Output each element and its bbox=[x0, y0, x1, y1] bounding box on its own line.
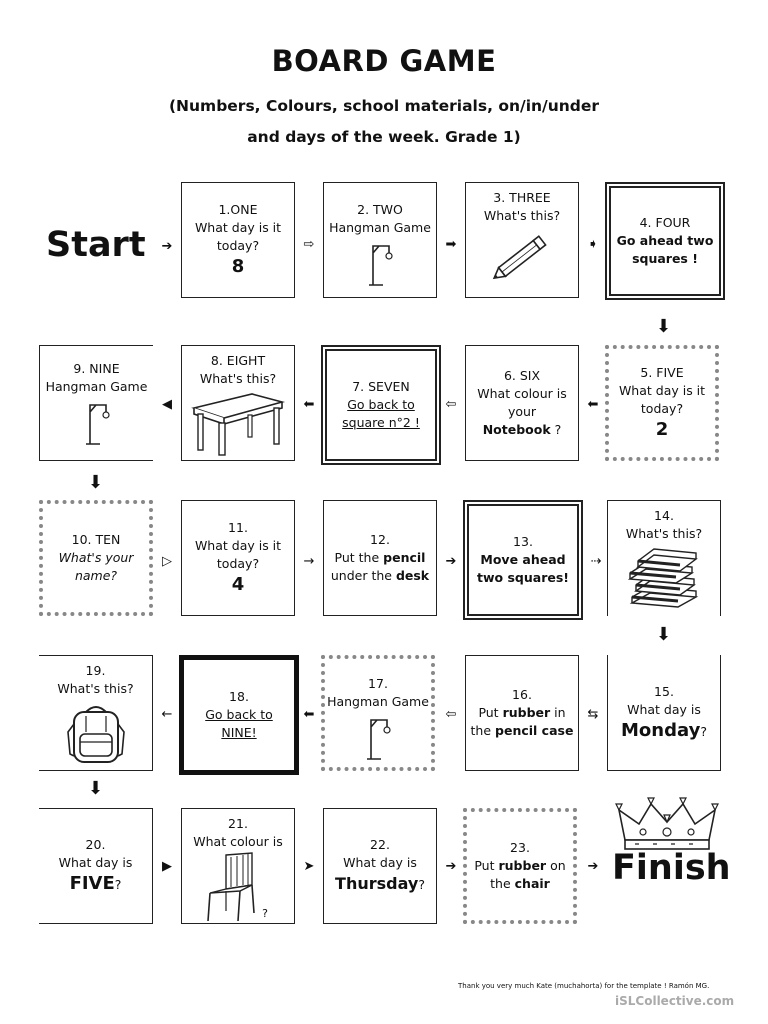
arrow-right-icon: ➡ bbox=[445, 237, 457, 252]
square-4[interactable] bbox=[605, 182, 725, 300]
arrow-left-icon: ← bbox=[161, 707, 173, 722]
arrow-right-icon: ▷ bbox=[162, 554, 172, 569]
square-text bbox=[471, 722, 574, 740]
square-18[interactable] bbox=[179, 655, 299, 775]
square-text bbox=[335, 549, 426, 567]
arrow-right-icon: ➔ bbox=[445, 554, 457, 569]
arrow-right-icon: → bbox=[303, 554, 315, 569]
square-answer: Thursday bbox=[335, 874, 419, 893]
square-17[interactable] bbox=[321, 655, 435, 771]
backpack-icon bbox=[66, 702, 126, 766]
chair-icon bbox=[204, 851, 268, 923]
square-title: 17. bbox=[368, 676, 388, 691]
square-answer: Monday bbox=[621, 719, 701, 741]
arrow-left-icon: ⇆ bbox=[587, 707, 599, 722]
square-text: your bbox=[507, 404, 537, 419]
square-text-pre: Put bbox=[478, 705, 503, 720]
square-title: 14. bbox=[654, 508, 674, 523]
arrow-left-icon: ⬅ bbox=[303, 707, 315, 722]
finish-label: Finish bbox=[612, 848, 731, 888]
square-title: 12. bbox=[370, 532, 390, 547]
arrow-left-icon: ⬅ bbox=[303, 397, 315, 412]
square-title: 4. FOUR bbox=[639, 215, 691, 230]
square-title: 19. bbox=[85, 663, 106, 678]
square-8[interactable] bbox=[181, 345, 295, 461]
square-text: What colour is bbox=[193, 834, 283, 849]
square-title: 5. FIVE bbox=[640, 365, 684, 380]
subtitle-line-2: and days of the week. Grade 1) bbox=[247, 128, 521, 146]
square-title: 22. bbox=[370, 837, 390, 852]
square-text: What's this? bbox=[57, 681, 134, 696]
square-text bbox=[490, 875, 550, 893]
square-22[interactable] bbox=[323, 808, 437, 924]
square-text: What day is it bbox=[618, 383, 706, 398]
arrow-right-icon: ➔ bbox=[161, 239, 173, 254]
square-text bbox=[478, 704, 565, 722]
square-answer: FIVE bbox=[69, 873, 115, 894]
arrow-down-icon: ⬇ bbox=[88, 472, 104, 493]
square-title: 11. bbox=[228, 520, 248, 535]
square-bold-word: chair bbox=[514, 876, 550, 891]
arrow-right-icon: ➤ bbox=[303, 859, 315, 874]
square-text bbox=[474, 857, 565, 875]
square-text: Hangman Game bbox=[45, 379, 148, 394]
arrow-left-icon: ⇦ bbox=[445, 397, 457, 412]
arrow-right-icon: ➔ bbox=[445, 859, 457, 874]
hangman-gallows-icon bbox=[82, 402, 112, 446]
hangman-gallows-icon bbox=[363, 717, 393, 761]
square-title: 7. SEVEN bbox=[352, 379, 410, 394]
square-text: What day is it bbox=[194, 220, 282, 235]
subtitle-line-1: (Numbers, Colours, school materials, on/in/under bbox=[168, 97, 600, 115]
square-text: today? bbox=[216, 238, 260, 253]
arrow-right-icon: ▶ bbox=[162, 859, 172, 874]
chair-figure bbox=[188, 851, 288, 923]
square-bold-word: pencil case bbox=[495, 723, 574, 738]
arrow-right-icon: ➔ bbox=[587, 859, 599, 874]
square-title: 6. SIX bbox=[503, 368, 541, 383]
arrow-left-icon: ⬅ bbox=[587, 397, 599, 412]
square-16[interactable] bbox=[465, 655, 579, 771]
square-text: What's this? bbox=[625, 526, 703, 541]
square-9[interactable] bbox=[39, 345, 153, 461]
arrow-right-icon: ⇢ bbox=[590, 554, 602, 569]
square-13[interactable] bbox=[463, 500, 583, 620]
square-text: What day is bbox=[58, 855, 133, 870]
square-text: Go ahead two bbox=[616, 233, 714, 248]
square-text bbox=[331, 567, 429, 585]
square-text: Go back to bbox=[205, 707, 273, 722]
square-text: What's this? bbox=[199, 371, 277, 386]
square-title: 23. bbox=[510, 840, 530, 855]
square-text: today? bbox=[640, 401, 684, 416]
page-title: BOARD GAME bbox=[271, 44, 497, 78]
square-text-pre: the bbox=[490, 876, 515, 891]
square-text-pre: under the bbox=[330, 568, 396, 583]
square-12[interactable] bbox=[323, 500, 437, 616]
square-text: What day is bbox=[343, 855, 417, 870]
square-5[interactable] bbox=[605, 345, 719, 461]
square-3[interactable] bbox=[465, 182, 579, 298]
square-answer: 8 bbox=[231, 256, 245, 277]
square-title: 2. TWO bbox=[357, 202, 403, 217]
square-1[interactable] bbox=[181, 182, 295, 298]
arrow-left-icon: ◀ bbox=[162, 397, 172, 412]
square-title: 13. bbox=[513, 534, 533, 549]
square-text-post: in bbox=[550, 705, 566, 720]
hangman-gallows-icon bbox=[365, 243, 395, 287]
square-text-post: on bbox=[546, 858, 566, 873]
square-text: What's your bbox=[58, 550, 134, 565]
square-title: 21. bbox=[228, 816, 248, 831]
square-text: Go back to bbox=[347, 397, 415, 412]
square-19[interactable] bbox=[39, 655, 153, 771]
square-text-tail: ? bbox=[700, 723, 707, 739]
square-bold-word: pencil bbox=[383, 550, 426, 565]
square-title: 3. THREE bbox=[493, 190, 551, 205]
square-title: 16. bbox=[512, 687, 532, 702]
arrow-down-icon: ⬇ bbox=[656, 624, 672, 645]
square-15[interactable] bbox=[607, 655, 721, 771]
start-label: Start bbox=[46, 225, 146, 265]
square-text: two squares! bbox=[477, 570, 569, 585]
watermark: iSLCollective.com bbox=[615, 994, 735, 1008]
square-10[interactable] bbox=[39, 500, 153, 616]
square-14[interactable] bbox=[607, 500, 721, 616]
square-title: 18. bbox=[229, 689, 249, 704]
square-text-tail: ? bbox=[114, 877, 122, 892]
square-7[interactable] bbox=[321, 345, 441, 465]
square-text: Move ahead bbox=[480, 552, 566, 567]
square-bold-word: rubber bbox=[498, 858, 547, 873]
square-text-pre: the bbox=[470, 723, 496, 738]
pencil-icon bbox=[487, 231, 557, 283]
square-6[interactable] bbox=[465, 345, 579, 461]
square-title: 1.ONE bbox=[218, 202, 258, 217]
arrow-right-icon: ➧ bbox=[587, 237, 599, 252]
square-title: 10. TEN bbox=[71, 532, 121, 547]
square-text-tail: ? bbox=[550, 422, 562, 437]
table-icon bbox=[190, 390, 286, 456]
arrow-right-icon: ⇨ bbox=[303, 237, 315, 252]
square-text bbox=[483, 421, 562, 439]
square-text-tail: ? bbox=[418, 877, 425, 892]
arrow-left-icon: ⇦ bbox=[445, 707, 457, 722]
square-text: today? bbox=[216, 556, 260, 571]
question-mark: ? bbox=[262, 907, 268, 920]
credit-text: Thank you very much Kate (muchahorta) for the template ! Ramón MG. bbox=[458, 982, 710, 990]
square-answer: 4 bbox=[231, 574, 245, 595]
square-bold-word: desk bbox=[395, 568, 430, 583]
square-text: NINE! bbox=[221, 725, 257, 740]
square-23[interactable] bbox=[463, 808, 577, 924]
square-bold-word: rubber bbox=[502, 705, 551, 720]
square-text: square n°2 ! bbox=[342, 415, 420, 430]
square-text bbox=[70, 872, 122, 896]
square-2[interactable] bbox=[323, 182, 437, 298]
square-answer: 2 bbox=[655, 419, 669, 440]
square-text: What's this? bbox=[483, 208, 561, 223]
square-text: What day is bbox=[627, 701, 701, 717]
square-title: 20. bbox=[85, 837, 106, 852]
square-text: name? bbox=[74, 568, 118, 583]
square-bold-word: Notebook bbox=[482, 422, 551, 437]
arrow-down-icon: ⬇ bbox=[656, 316, 672, 337]
square-20[interactable] bbox=[39, 808, 153, 924]
square-text: Hangman Game bbox=[327, 694, 429, 709]
square-text-pre: Put the bbox=[334, 550, 384, 565]
square-text: What colour is bbox=[477, 386, 567, 401]
square-11[interactable] bbox=[181, 500, 295, 616]
square-text: squares ! bbox=[632, 251, 698, 266]
square-text: Hangman Game bbox=[329, 220, 431, 235]
books-stack-icon bbox=[626, 545, 702, 611]
square-title: 15. bbox=[654, 683, 674, 699]
square-title: 8. EIGHT bbox=[210, 353, 266, 368]
square-text-pre: Put bbox=[474, 858, 499, 873]
square-text bbox=[335, 872, 425, 896]
square-21[interactable] bbox=[181, 808, 295, 924]
crown-icon bbox=[613, 796, 721, 852]
square-text bbox=[621, 719, 707, 743]
square-text: What day is it bbox=[194, 538, 282, 553]
arrow-down-icon: ⬇ bbox=[88, 778, 104, 799]
square-title: 9. NINE bbox=[73, 361, 120, 376]
